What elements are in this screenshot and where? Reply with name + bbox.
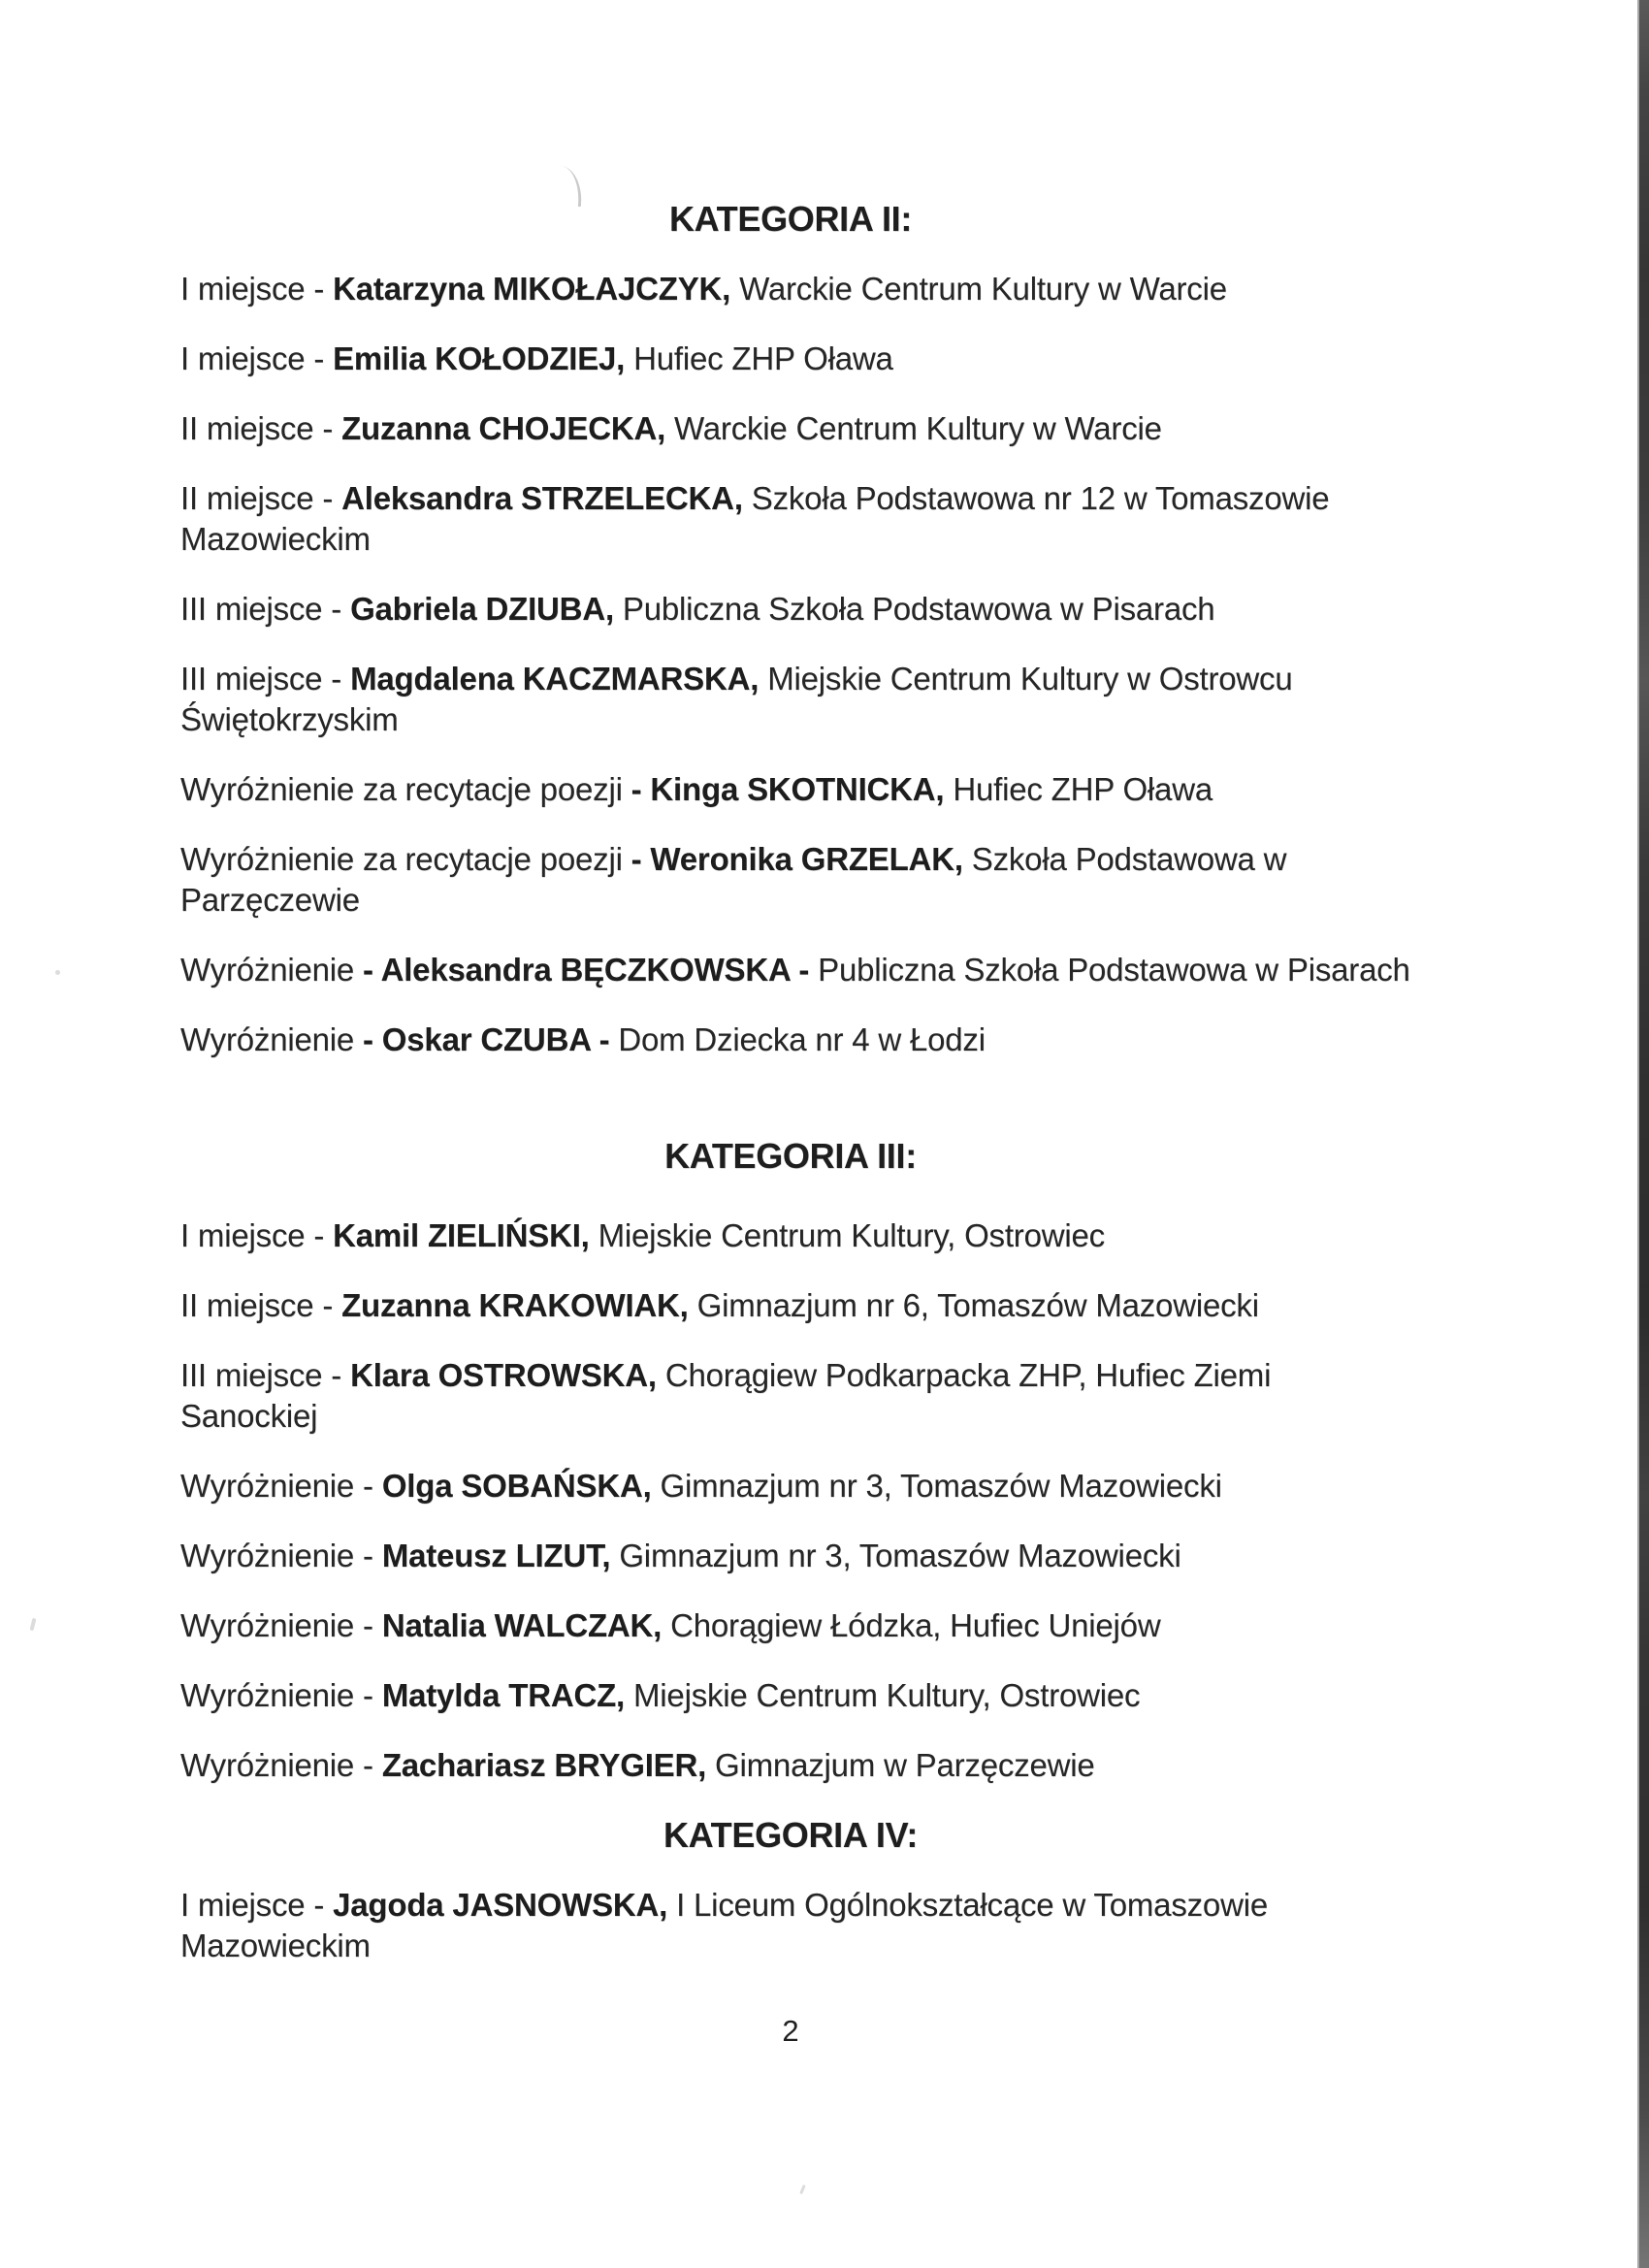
entry-prefix: Wyróżnienie -: [180, 1468, 382, 1504]
entry-suffix: Gimnazjum w Parzęczewie: [706, 1747, 1095, 1783]
entry-suffix: Publiczna Szkoła Podstawowa w Pisarach: [809, 952, 1410, 988]
entry-prefix: Wyróżnienie: [180, 952, 364, 988]
scan-speck: [29, 1618, 36, 1632]
entry-name: - Aleksandra BĘCZKOWSKA -: [363, 952, 810, 988]
entry-suffix: Warckie Centrum Kultury w Warcie: [665, 410, 1162, 446]
entry-suffix: Chorągiew Podkarpacka ZHP, Hufiec Ziemi: [656, 1357, 1272, 1393]
section-title-kategoria-3: KATEGORIA III:: [664, 1136, 917, 1176]
result-entry: [180, 659, 1401, 740]
entry-suffix: Hufiec ZHP Oława: [944, 771, 1212, 807]
entry-name: - Oskar CZUBA -: [363, 1021, 610, 1057]
entry-prefix: Wyróżnienie -: [180, 1607, 382, 1643]
entry-prefix: III miejsce -: [180, 1357, 351, 1393]
entry-suffix: Publiczna Szkoła Podstawowa w Pisarach: [613, 591, 1215, 627]
entry-suffix: Szkoła Podstawowa nr 12 w Tomaszowie: [742, 480, 1330, 516]
result-entry: [180, 589, 1401, 630]
entry-suffix: Warckie Centrum Kultury w Warcie: [730, 271, 1227, 307]
entry-name: Olga SOBAŃSKA,: [381, 1468, 652, 1504]
scan-edge-artifact: [1637, 0, 1649, 2268]
entry-suffix: Miejskie Centrum Kultury, Ostrowiec: [589, 1217, 1105, 1253]
section-title-kategoria-4: KATEGORIA IV:: [663, 1815, 919, 1855]
result-entry: [180, 339, 1401, 379]
entry-suffix: Miejskie Centrum Kultury w Ostrowcu: [759, 661, 1293, 697]
entry-wrap-line: Mazowieckim: [180, 521, 371, 557]
entry-suffix: Miejskie Centrum Kultury, Ostrowiec: [625, 1677, 1141, 1713]
result-entry: [180, 1285, 1401, 1326]
entry-name: Klara OSTROWSKA,: [350, 1357, 657, 1393]
result-entry: [180, 1020, 1401, 1060]
entry-wrap-line: Parzęczewie: [180, 882, 360, 918]
entry-name: - Weronika GRZELAK,: [630, 841, 963, 877]
entry-name: Gabriela DZIUBA,: [350, 591, 614, 627]
entry-suffix: Chorągiew Łódzka, Hufiec Uniejów: [662, 1607, 1161, 1643]
entry-prefix: I miejsce -: [180, 271, 334, 307]
entry-suffix: Szkoła Podstawowa w: [962, 841, 1287, 877]
entry-name: Natalia WALCZAK,: [381, 1607, 663, 1643]
result-entry: [180, 408, 1401, 449]
result-entry: [180, 1745, 1401, 1786]
entry-prefix: Wyróżnienie za recytacje poezji: [180, 841, 631, 877]
entry-prefix: Wyróżnienie -: [180, 1747, 382, 1783]
entry-prefix: Wyróżnienie -: [180, 1538, 382, 1573]
entry-suffix: Gimnazjum nr 6, Tomaszów Mazowiecki: [688, 1287, 1259, 1323]
result-entry: [180, 769, 1401, 810]
entry-prefix: II miejsce -: [180, 410, 342, 446]
entry-name: Zachariasz BRYGIER,: [381, 1747, 707, 1783]
result-entry: [180, 1605, 1401, 1646]
entry-prefix: II miejsce -: [180, 480, 342, 516]
entry-wrap-line: Mazowieckim: [180, 1928, 371, 1963]
entry-name: Katarzyna MIKOŁAJCZYK,: [333, 271, 731, 307]
entry-prefix: I miejsce -: [180, 1217, 334, 1253]
entry-name: Emilia KOŁODZIEJ,: [333, 340, 626, 376]
page-number: 2: [782, 2014, 799, 2048]
entry-name: Mateusz LIZUT,: [381, 1538, 611, 1573]
entry-prefix: Wyróżnienie za recytacje poezji: [180, 771, 631, 807]
entry-wrap-line: Sanockiej: [180, 1398, 318, 1434]
entry-name: Magdalena KACZMARSKA,: [350, 661, 760, 697]
entry-prefix: I miejsce -: [180, 340, 334, 376]
scan-speck: [55, 970, 60, 975]
result-entry: [180, 1355, 1401, 1437]
entry-prefix: III miejsce -: [180, 591, 351, 627]
result-entry: [180, 1536, 1401, 1576]
entry-suffix: Hufiec ZHP Oława: [625, 340, 893, 376]
entry-prefix: Wyróżnienie: [180, 1021, 364, 1057]
result-entry: [180, 839, 1401, 921]
entry-prefix: II miejsce -: [180, 1287, 342, 1323]
entry-name: Jagoda JASNOWSKA,: [333, 1887, 668, 1923]
entry-suffix: Gimnazjum nr 3, Tomaszów Mazowiecki: [610, 1538, 1181, 1573]
entry-name: Zuzanna CHOJECKA,: [341, 410, 666, 446]
entry-suffix: I Liceum Ogólnokształcące w Tomaszowie: [667, 1887, 1268, 1923]
entry-suffix: Gimnazjum nr 3, Tomaszów Mazowiecki: [651, 1468, 1222, 1504]
result-entry: [180, 950, 1410, 990]
document-content: [180, 0, 1410, 2052]
entry-wrap-line: Świętokrzyskim: [180, 701, 399, 737]
entry-prefix: I miejsce -: [180, 1887, 334, 1923]
entry-prefix: Wyróżnienie -: [180, 1677, 382, 1713]
result-entry: [180, 1885, 1401, 1966]
entry-name: Zuzanna KRAKOWIAK,: [341, 1287, 689, 1323]
result-entry: [180, 1675, 1401, 1716]
entry-name: Kamil ZIELIŃSKI,: [333, 1217, 590, 1253]
result-entry: [180, 478, 1401, 560]
entry-prefix: III miejsce -: [180, 661, 351, 697]
entry-suffix: Dom Dziecka nr 4 w Łodzi: [609, 1021, 986, 1057]
entry-name: - Kinga SKOTNICKA,: [630, 771, 945, 807]
result-entry: [180, 269, 1401, 309]
entry-name: Matylda TRACZ,: [381, 1677, 626, 1713]
result-entry: [180, 1466, 1401, 1507]
scan-speck: [799, 2185, 806, 2194]
section-title-kategoria-2: KATEGORIA II:: [668, 199, 913, 239]
result-entry: [180, 1215, 1401, 1256]
entry-name: Aleksandra STRZELECKA,: [341, 480, 743, 516]
